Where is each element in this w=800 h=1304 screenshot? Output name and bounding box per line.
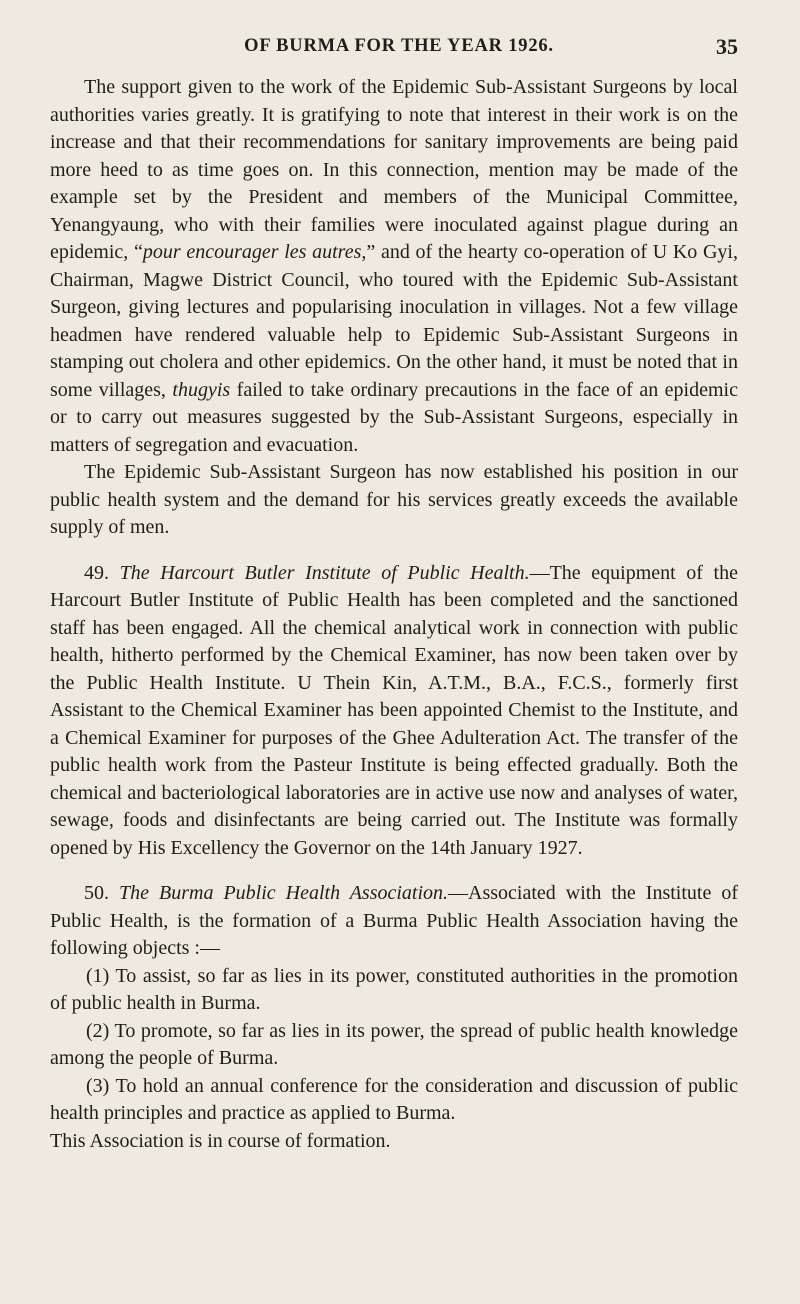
- paragraph-established-position: The Epidemic Sub-Assistant Surgeon has now established his position in our public health system and the demand for his services greatly exceeds the available supply of men.: [50, 461, 738, 538]
- section-number: 49.: [84, 561, 120, 584]
- italic-term: thugyis: [172, 378, 231, 401]
- paragraph-local-authorities: [50, 74, 738, 459]
- objective-1: (1) To assist, so far as lies in its power, constituted authorities in the promotion of public health in Burma.: [50, 964, 738, 1014]
- section-heading: The Burma Public Health Association.: [119, 882, 449, 904]
- body-text: [50, 74, 738, 1155]
- section-body: —The equipment of the Harcourt Butler Institute of Public Health has been completed and the sanctioned staff has been engaged. All the chemical analytical work in connection with public health, hitherto performed by the Chemical Examiner, has now been taken over by the Public Health Institute. U Thein Kin, A.T.M., B.A., F.C.S., formerly first Assistant to the Chemical Examiner has been appointed Chemist to the Institute, and a Chemical Examiner for purposes of the Ghee Adulteration Act. The transfer of the public health work from the Pasteur Institute is being effected gradually. Both the chemical and bacteriological laboratories are in active use now and analyses of water, sewage, foods and disinfectants are being carried out. The Institute was formally opened by His Excellency the Governor on the 14th January 1927.: [50, 561, 738, 859]
- italic-phrase: pour encourager les autres,: [142, 241, 367, 263]
- section-heading: The Harcourt Butler Institute of Public Health.: [119, 561, 530, 584]
- page-number: 35: [716, 34, 738, 59]
- header-title: OF BURMA FOR THE YEAR 1926.: [244, 36, 554, 56]
- closing-line: This Association is in course of formation.: [50, 1129, 391, 1152]
- section-50: [50, 880, 738, 963]
- section-body: —Associated with the Institute of Public Health, is the formation of a Burma Public Health Association having the following objects :—: [50, 882, 738, 959]
- objective-2: (2) To promote, so far as lies in its power, the spread of public health knowledge among the people of Burma.: [50, 1019, 738, 1069]
- paragraph-text: failed to take ordinary precautions in the face of an epidemic or to carry out measures suggested by the Sub-Assistant Surgeons, especially in matters of segregation and evacuation.: [50, 378, 738, 456]
- objective-3: (3) To hold an annual conference for the consideration and discussion of public health principles and practice as applied to Burma.: [50, 1074, 738, 1124]
- section-number: 50.: [84, 882, 119, 904]
- running-header: [50, 36, 738, 70]
- section-49: [50, 560, 738, 863]
- paragraph-text: The support given to the work of the Epidemic Sub-Assistant Surgeons by local authorities varies greatly. It is gratifying to note that interest in their work is on the increase and that their recommendations for sanitary improvements are being paid more heed to as time goes on. In this connection, mention may be made of the example set by the President and members of the Municipal Committee, Yenangyaung, who with their families were inoculated against plague during an epidemic, “: [50, 76, 738, 263]
- paragraph-text: ” and of the hearty co-operation of U Ko Gyi, Chairman, Magwe District Council, who toured with the Epidemic Sub-Assistant Surgeon, giving lectures and popularising inoculation in villages. Not a few village headmen have rendered valuable help to Epidemic Sub-Assistant Surgeons in stamping out cholera and other epidemics. On the other hand, it must be noted that in some villages,: [50, 241, 738, 401]
